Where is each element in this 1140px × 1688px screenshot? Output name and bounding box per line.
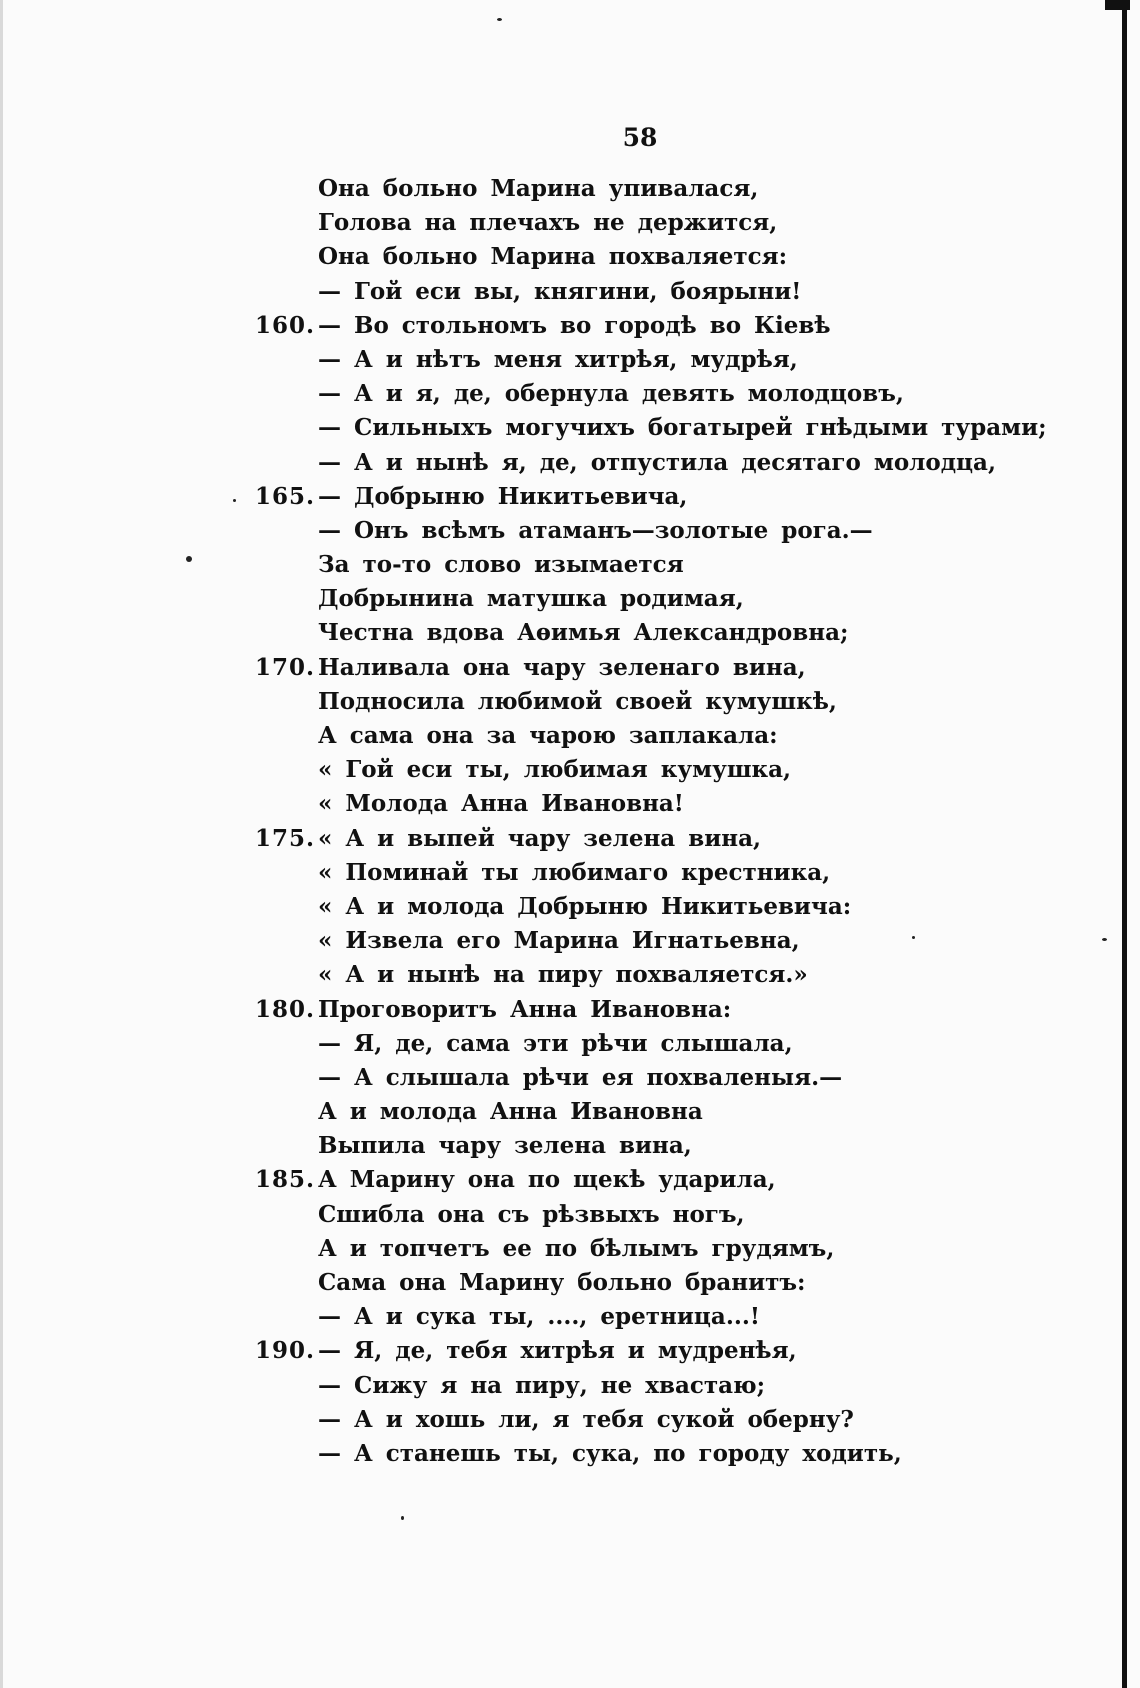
- scan-speck: [401, 1516, 404, 1520]
- verse-text: Честна вдова Аѳимья Александровна;: [318, 619, 849, 647]
- verse-line: [0, 890, 1140, 924]
- verse-text: Сшибла она съ рѣзвыхъ ногъ,: [318, 1200, 745, 1228]
- line-number: 175.: [255, 824, 316, 852]
- scan-speck: [497, 18, 502, 21]
- line-number: 165.: [255, 482, 316, 510]
- verse-line: [0, 309, 1140, 343]
- line-number: 180.: [255, 995, 316, 1023]
- verse-line: [0, 958, 1140, 992]
- verse-line: [0, 582, 1140, 616]
- verse-text: — А и нѣтъ меня хитрѣя, мудрѣя,: [318, 345, 798, 373]
- verse-line: [0, 856, 1140, 890]
- verse-text: — Я, де, сама эти рѣчи слышала,: [318, 1029, 793, 1057]
- verse-text: Проговоритъ Анна Ивановна:: [318, 995, 732, 1023]
- verse-line: [0, 411, 1140, 445]
- verse-text: Она больно Марина упивалася,: [318, 175, 759, 202]
- line-number: 190.: [255, 1337, 316, 1365]
- line-number: 160.: [255, 311, 316, 339]
- scan-top-edge: [1105, 0, 1130, 10]
- verse-line: [0, 1163, 1140, 1197]
- verse-line: [0, 616, 1140, 650]
- verse-text: Сама она Марину больно бранитъ:: [318, 1269, 806, 1296]
- verse-line: [0, 377, 1140, 411]
- verse-line: [0, 787, 1140, 821]
- verse-line: [0, 685, 1140, 719]
- verse-text: А Марину она по щекѣ ударила,: [318, 1166, 776, 1194]
- verse-text: « Извела его Марина Игнатьевна,: [318, 927, 800, 955]
- verse-text: « Гой еси ты, любимая кумушка,: [318, 756, 792, 784]
- verse-line: [0, 172, 1140, 206]
- verse-text: — Во стольномъ во городѣ во Кіевѣ: [318, 311, 831, 339]
- line-number: 185.: [255, 1166, 316, 1194]
- verse-line: [0, 1232, 1140, 1266]
- verse-text: — А и хошь ли, я тебя сукой оберну?: [318, 1405, 854, 1433]
- verse-text: — А станешь ты, сука, по городу ходить,: [318, 1439, 902, 1467]
- verse-line: [0, 1129, 1140, 1163]
- verse-line: [0, 753, 1140, 787]
- verse-text: Голова на плечахъ не держится,: [318, 209, 778, 237]
- verse-text: — Сильныхъ могучихъ богатырей гнѣдыми турами;: [318, 414, 1047, 442]
- verse-line: [0, 1300, 1140, 1334]
- verse-text: — А и сука ты, ...., еретница...!: [318, 1303, 760, 1331]
- verse-line: [0, 1437, 1140, 1471]
- verse-line: [0, 1334, 1140, 1368]
- verse-text: Добрынина матушка родимая,: [318, 585, 744, 613]
- verse-text: « А и нынѣ на пиру похваляется.»: [318, 961, 808, 989]
- verse-text: « А и выпей чару зелена вина,: [318, 824, 762, 852]
- verse-line: [0, 651, 1140, 685]
- verse-text: А и топчетъ ее по бѣлымъ грудямъ,: [318, 1234, 835, 1262]
- verse-line: [0, 924, 1140, 958]
- verse-line: [0, 1266, 1140, 1300]
- verse-line: [0, 548, 1140, 582]
- verse-line: [0, 1403, 1140, 1437]
- verse-line: [0, 240, 1140, 274]
- verse-text: — Гой еси вы, княгини, боярыни!: [318, 277, 802, 305]
- verse-line: [0, 343, 1140, 377]
- verse-text: Выпила чару зелена вина,: [318, 1132, 692, 1160]
- verse-text: Подносила любимой своей кумушкѣ,: [318, 687, 837, 715]
- verse-text: — Я, де, тебя хитрѣя и мудренѣя,: [318, 1337, 797, 1365]
- verse-text: За то-то слово изымается: [318, 551, 684, 579]
- page-number: 58: [622, 123, 658, 152]
- verse-text: А и молода Анна Ивановна: [318, 1098, 703, 1126]
- verse-text: — А и я, де, обернула девять молодцовъ,: [318, 380, 904, 408]
- verse-text: « Поминай ты любимаго крестника,: [318, 858, 831, 886]
- verse-text: — А и нынѣ я, де, отпустила десятаго молодца,: [318, 448, 996, 476]
- verse-line: [0, 1369, 1140, 1403]
- verse-text: — Онъ всѣмъ атаманъ—золотые рога.—: [318, 516, 873, 544]
- verse-text: Наливала она чару зеленаго вина,: [318, 653, 806, 681]
- verse-line: [0, 719, 1140, 753]
- verse-line: [0, 822, 1140, 856]
- verse-text: « Молода Анна Ивановна!: [318, 790, 684, 818]
- verse-text: « А и молода Добрыню Никитьевича:: [318, 892, 852, 920]
- verse-line: [0, 1027, 1140, 1061]
- verse-text: — Сижу я на пиру, не хвастаю;: [318, 1371, 766, 1399]
- verse-line: [0, 993, 1140, 1027]
- verse-line: [0, 1198, 1140, 1232]
- line-number: 170.: [255, 653, 316, 681]
- verse-text: — Добрыню Никитьевича,: [318, 482, 688, 510]
- verse-text: — А слышала рѣчи ея похваленыя.—: [318, 1063, 843, 1091]
- verse-line: [0, 514, 1140, 548]
- verse-line: [0, 1095, 1140, 1129]
- verse-text: А сама она за чарою заплакала:: [318, 722, 778, 749]
- verse-line: [0, 206, 1140, 240]
- poem-text: [0, 172, 1140, 1471]
- verse-line: [0, 1061, 1140, 1095]
- verse-line: [0, 275, 1140, 309]
- verse-text: Она больно Марина похваляется:: [318, 243, 788, 271]
- verse-line: [0, 480, 1140, 514]
- verse-line: [0, 446, 1140, 480]
